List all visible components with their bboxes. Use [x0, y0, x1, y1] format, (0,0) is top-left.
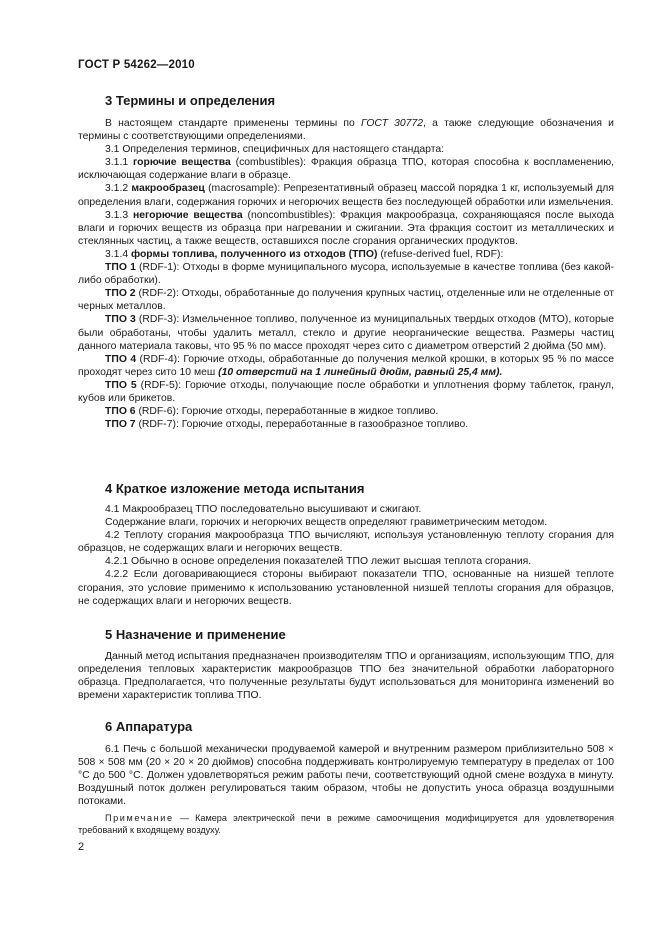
fuel-form-item: ТПО 5 (RDF-5): Горючие отходы, получающие после обработки и уплотнения форму таблеток, гранул, кубов или брикетов.	[78, 379, 614, 404]
fuel-form-item: ТПО 7 (RDF-7): Горючие отходы, переработанные в газообразное топливо.	[105, 419, 469, 431]
paragraph: Данный метод испытания предназначен производителям ТПО и организациям, использующим ТПО, для определения тепловых характеристик макрообразцов ТПО без значительной обработки лабораторного образца. Предполагается, что полученные результаты будут использоваться для мониторинга изменений во времени характеристик топлива ТПО.	[78, 651, 614, 702]
reference-link: ГОСТ 30772	[361, 118, 424, 129]
section-3-body	[78, 117, 614, 431]
fuel-form-item: ТПО 1 (RDF-1): Отходы в форме муниципального мусора, используемые в качестве топлива (без какой-либо обработки).	[78, 262, 614, 287]
section-5-body	[78, 650, 614, 702]
section-5-title: 5 Назначение и применение	[105, 627, 286, 642]
note: Примечание — Камера электрической печи в режиме самоочищения модифицируется для удовлетворения требований к входящему воздуху.	[78, 813, 614, 836]
fuel-form-item: ТПО 4 (RDF-4): Горючие отходы, обработанные до получения мелкой крошки, в которых 95 % по массе проходят через сито 10 меш (10 отверстий на 1 линейный дюйм, равный 25,4 мм).	[78, 353, 614, 378]
term-definition: 3.1.4 формы топлива, полученного из отходов (ТПО) (refuse-derived fuel, RDF):	[105, 248, 504, 260]
term-definition: 3.1.3 негорючие вещества (noncombustibles): Фракция макрообразца, сохраняющаяся после выхода влаги и горючих веществ из образца при нагревании и сжигании. Эта фракция состоит из металлических и стеклянных частиц, а также веществ, оставшихся после сгорания органических продуктов.	[78, 209, 614, 247]
paragraph: 4.2.1 Обычно в основе определения показателей ТПО лежит высшая теплота сгорания.	[105, 556, 532, 568]
section-6-body	[78, 743, 614, 836]
section-4-title: 4 Краткое изложение метода испытания	[105, 481, 365, 496]
section-3-title: 3 Термины и определения	[105, 93, 276, 108]
paragraph: 6.1 Печь с большой механически продуваемой камерой и внутренним размером приблизительно 508 × 508 × 508 мм (20 × 20 × 20 дюймов) способна поддерживать контролируемую температуру в пределах от 100 °С до 500 °С. Должен удовлетворяться режим работы печи, соответствующий одной смене воздуха в минуту. Воздушный поток должен регулироваться таким образом, чтобы не допустить уноса образца воздушными потоками.	[78, 744, 614, 808]
fuel-form-item: ТПО 2 (RDF-2): Отходы, обработанные до получения крупных частиц, отделенные или не отделенные от черных металлов.	[78, 288, 614, 313]
section-4-body	[78, 503, 614, 608]
note-label: Примечание	[105, 813, 174, 824]
page-number: 2	[78, 841, 85, 853]
section-6-title: 6 Аппаратура	[105, 719, 193, 734]
paragraph: В настоящем стандарте применены термины по ГОСТ 30772, а также следующие обозначения и термины с соответствующими определениями.	[78, 118, 614, 143]
paragraph: 4.1 Макрообразец ТПО последовательно высушивают и сжигают.	[105, 504, 422, 515]
fuel-form-item: ТПО 3 (RDF-3): Измельченное топливо, полученное из муниципальных твердых отходов (МТО), которые были обработаны, чтобы удалить металл, стекло и другие неорганические вещества. Размеры частиц данного материала таковы, что 95 % по массе проходят через сито с диаметром отверстий 2 дюйма (50 мм).	[78, 314, 614, 352]
term-definition: 3.1.2 макрообразец (macrosample): Репрезентативный образец массой порядка 1 кг, используемый для определения влаги, содержания горючих и негорючих веществ без последующей обработки или измельчения.	[78, 183, 614, 208]
term-definition: 3.1.1 горючие вещества (combustibles): Фракция образца ТПО, которая способна к воспламенению, исключающая содержание влаги в образце.	[78, 157, 614, 182]
paragraph: Содержание влаги, горючих и негорючих веществ определяют гравиметрическим методом.	[105, 517, 548, 529]
paragraph: 4.2 Теплоту сгорания макрообразца ТПО вычисляют, используя установленную теплоту сгорания для образцов, не содержащих влаги и негорючих веществ.	[78, 530, 614, 555]
paragraph: 3.1 Определения терминов, специфичных для настоящего стандарта:	[105, 144, 445, 156]
paragraph: 4.2.2 Если договаривающиеся стороны выбирают показатели ТПО, основанные на низшей теплоте сгорания, это условие применимо к использованию установленной низшей теплоты сгорания для образцов, не содержащих влаги и негорючих веществ.	[78, 569, 614, 607]
standard-header: ГОСТ Р 54262—2010	[78, 59, 195, 71]
fuel-form-item: ТПО 6 (RDF-6): Горючие отходы, переработанные в жидкое топливо.	[105, 406, 439, 418]
